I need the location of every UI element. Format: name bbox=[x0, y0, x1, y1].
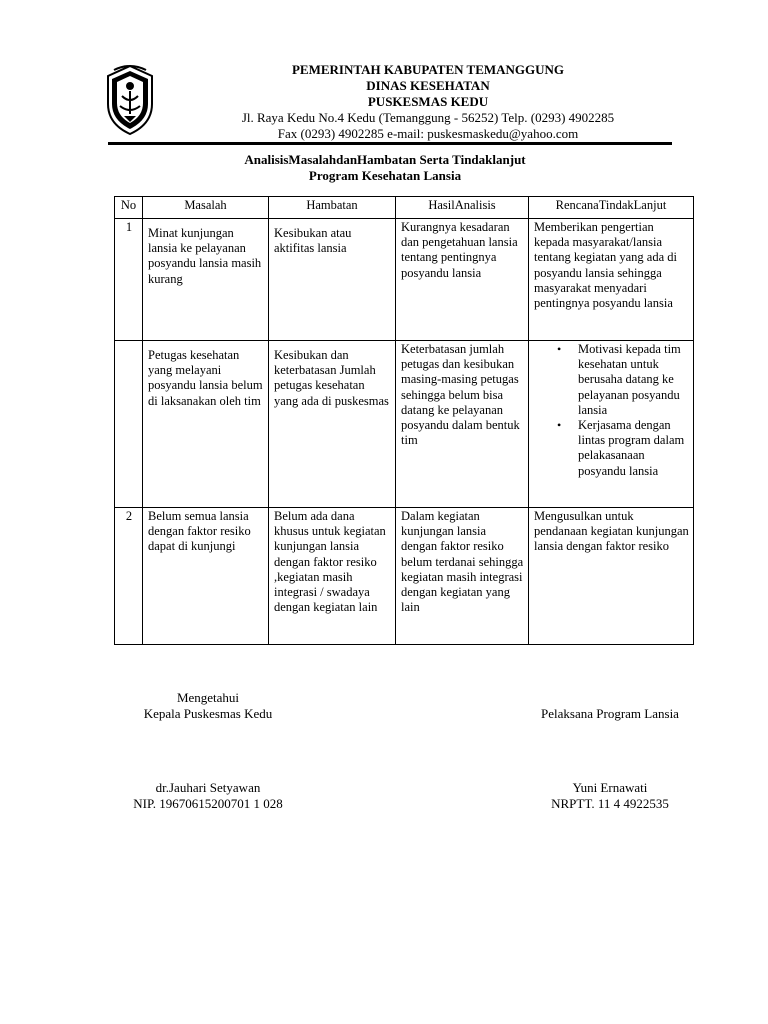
row-rencana: Mengusulkan untuk pendanaan kegiatan kunjungan lansia dengan faktor resiko bbox=[529, 508, 694, 645]
row-no: 1 bbox=[115, 219, 143, 341]
signature-left-heading bbox=[118, 690, 298, 722]
table-row bbox=[115, 508, 694, 645]
table-header-row bbox=[115, 197, 694, 219]
row-hasil-analisis: Keterbatasan jumlah petugas dan kesibukan masing-masing petugas sehingga belum bisa datang ke pelayanan posyandu dalam bentuk tim bbox=[396, 341, 529, 508]
signature-right-nrptt: NRPTT. 11 4 4922535 bbox=[551, 796, 669, 811]
row-rencana: Memberikan pengertian kepada masyarakat/lansia tentang kegiatan yang ada di posyandu lansia sehingga masyarakat menyadari pentingnya posyandu lansia bbox=[529, 219, 694, 341]
signature-left-name: dr.Jauhari Setyawan bbox=[155, 780, 261, 795]
signature-right-name: Yuni Ernawati bbox=[572, 780, 648, 795]
regency-coat-of-arms-icon bbox=[104, 64, 156, 136]
row-masalah: Belum semua lansia dengan faktor resiko dapat di kunjungi bbox=[143, 508, 269, 645]
table-row bbox=[115, 219, 694, 341]
signature-left-position: Kepala Puskesmas Kedu bbox=[143, 706, 273, 721]
signature-right-position: Pelaksana Program Lansia bbox=[541, 706, 679, 721]
row-hambatan: Kesibukan atau aktifitas lansia bbox=[269, 219, 396, 341]
letterhead bbox=[0, 0, 768, 150]
title-line-1: AnalisisMasalahdanHambatan Serta Tindaklanjut bbox=[244, 152, 526, 167]
signature-left-nip: NIP. 19670615200701 1 028 bbox=[133, 796, 283, 811]
header-hasil-analisis: HasilAnalisis bbox=[396, 197, 529, 219]
row-no: 2 bbox=[115, 508, 143, 645]
row-hambatan: Belum ada dana khusus untuk kegiatan kunjungan lansia dengan faktor resiko ,kegiatan masih integrasi / swadaya dengan kegiatan lain bbox=[269, 508, 396, 645]
header-no: No bbox=[115, 197, 143, 219]
list-item: • Kerjasama dengan lintas program dalam pelakasanaan posyandu lansia bbox=[578, 418, 689, 479]
signature-left-block bbox=[108, 780, 308, 812]
letterhead-address: Jl. Raya Kedu No.4 Kedu (Temanggung - 56252) Telp. (0293) 4902285 bbox=[241, 110, 615, 125]
signature-right-block bbox=[520, 780, 700, 812]
row-masalah: Minat kunjungan lansia ke pelayanan posyandu lansia masih kurang bbox=[143, 219, 269, 341]
row-hasil-analisis: Kurangnya kesadaran dan pengetahuan lansia tentang pentingnya posyandu lansia bbox=[396, 219, 529, 341]
title-line-2: Program Kesehatan Lansia bbox=[308, 168, 462, 183]
header-masalah: Masalah bbox=[143, 197, 269, 219]
signature-left-acknowledged: Mengetahui bbox=[176, 690, 240, 705]
row-rencana bbox=[529, 341, 694, 508]
letterhead-government: PEMERINTAH KABUPATEN TEMANGGUNG bbox=[291, 62, 565, 77]
letterhead-agency: DINAS KESEHATAN bbox=[366, 78, 490, 93]
analysis-table bbox=[114, 196, 694, 645]
list-item: • Motivasi kepada tim kesehatan untuk berusaha datang ke pelayanan posyandu lansia bbox=[578, 342, 689, 418]
row-no bbox=[115, 341, 143, 508]
row-hasil-analisis: Dalam kegiatan kunjungan lansia dengan faktor resiko belum terdanai sehingga kegiatan masih integrasi dengan kegiatan yang lain bbox=[396, 508, 529, 645]
header-rencana-tindak-lanjut: RencanaTindakLanjut bbox=[529, 197, 694, 219]
document-title bbox=[150, 152, 620, 184]
letterhead-divider bbox=[108, 142, 672, 145]
row-masalah: Petugas kesehatan yang melayani posyandu lansia belum di laksanakan oleh tim bbox=[143, 341, 269, 508]
table-row bbox=[115, 341, 694, 508]
letterhead-office: PUSKESMAS KEDU bbox=[367, 94, 489, 109]
letterhead-contact: Fax (0293) 4902285 e-mail: puskesmaskedu@yahoo.com bbox=[277, 126, 579, 141]
header-hambatan: Hambatan bbox=[269, 197, 396, 219]
row-hambatan: Kesibukan dan keterbatasan Jumlah petugas kesehatan yang ada di puskesmas bbox=[269, 341, 396, 508]
rencana-bullet-list bbox=[534, 342, 689, 479]
